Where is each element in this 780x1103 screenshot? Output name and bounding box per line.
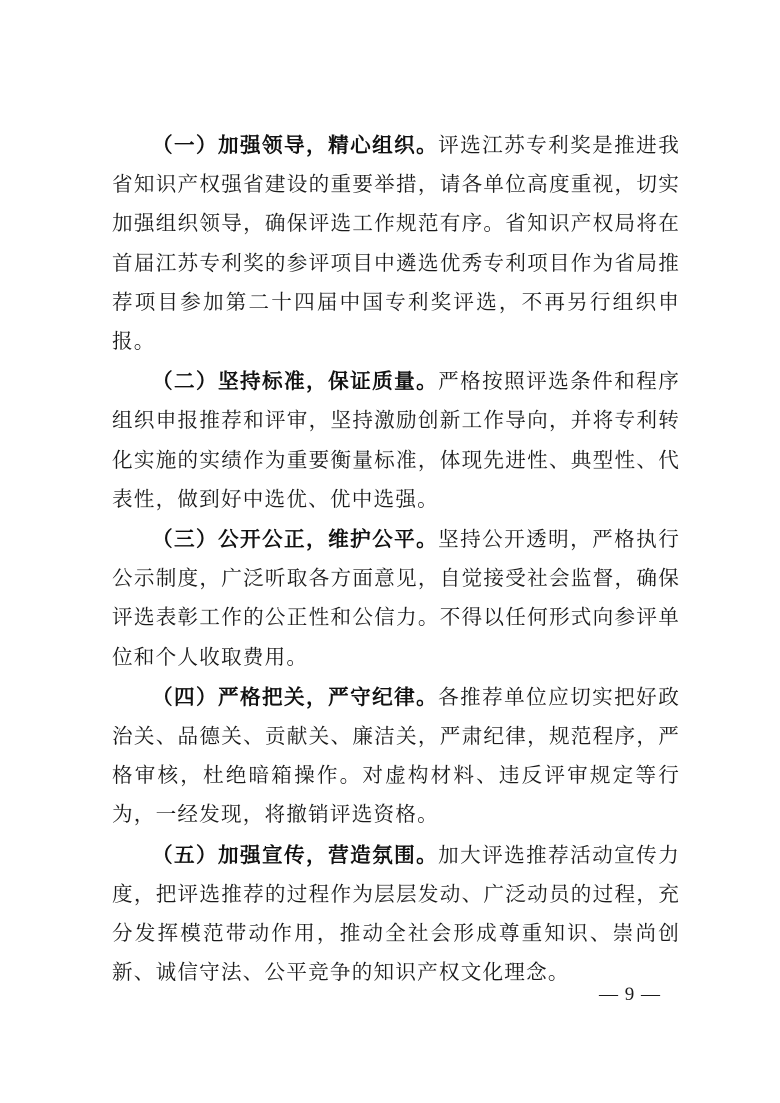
paragraph-5-heading: （五）加强宣传，营造氛围。: [152, 842, 439, 867]
paragraph-3-heading: （三）公开公正，维护公平。: [152, 527, 439, 552]
paragraph-2: [112, 362, 680, 519]
paragraph-4: [112, 678, 680, 835]
paragraph-2-text: 严格按照评选条件和程序组织申报推荐和评审，坚持激励创新工作导向，并将专利转化实施的实绩作为重要衡量标准，体现先进性、典型性、代表性，做到好中选优、优中选强。: [112, 369, 680, 511]
paragraph-5: [112, 836, 680, 993]
paragraph-1: [112, 126, 680, 361]
paragraph-1-text: 评选江苏专利奖是推进我省知识产权强省建设的重要举措，请各单位高度重视，切实加强组织领导，确保评选工作规范有序。省知识产权局将在首届江苏专利奖的参评项目中遴选优秀专利项目作为省局推荐项目参加第二十四届中国专利奖评选，不再另行组织申报。: [112, 133, 680, 354]
paragraph-4-text: 各推荐单位应切实把好政治关、品德关、贡献关、廉洁关，严肃纪律，规范程序，严格审核，杜绝暗箱操作。对虚构材料、违反评审规定等行为，一经发现，将撤销评选资格。: [112, 684, 680, 827]
paragraph-3-text: 坚持公开透明，严格执行公示制度，广泛听取各方面意见，自觉接受社会监督，确保评选表彰工作的公正性和公信力。不得以任何形式向参评单位和个人收取费用。: [112, 527, 680, 669]
paragraph-4-heading: （四）严格把关，严守纪律。: [152, 684, 439, 709]
document-body: [112, 126, 680, 993]
paragraph-2-heading: （二）坚持标准，保证质量。: [152, 369, 439, 394]
paragraph-3: [112, 520, 680, 677]
page-number: — 9 —: [599, 984, 661, 1005]
paragraph-5-text: 加大评选推荐活动宣传力度，把评选推荐的过程作为层层发动、广泛动员的过程，充分发挥模范带动作用，推动全社会形成尊重知识、崇尚创新、诚信守法、公平竞争的知识产权文化理念。: [112, 842, 680, 985]
paragraph-1-heading: （一）加强领导，精心组织。: [152, 133, 439, 157]
